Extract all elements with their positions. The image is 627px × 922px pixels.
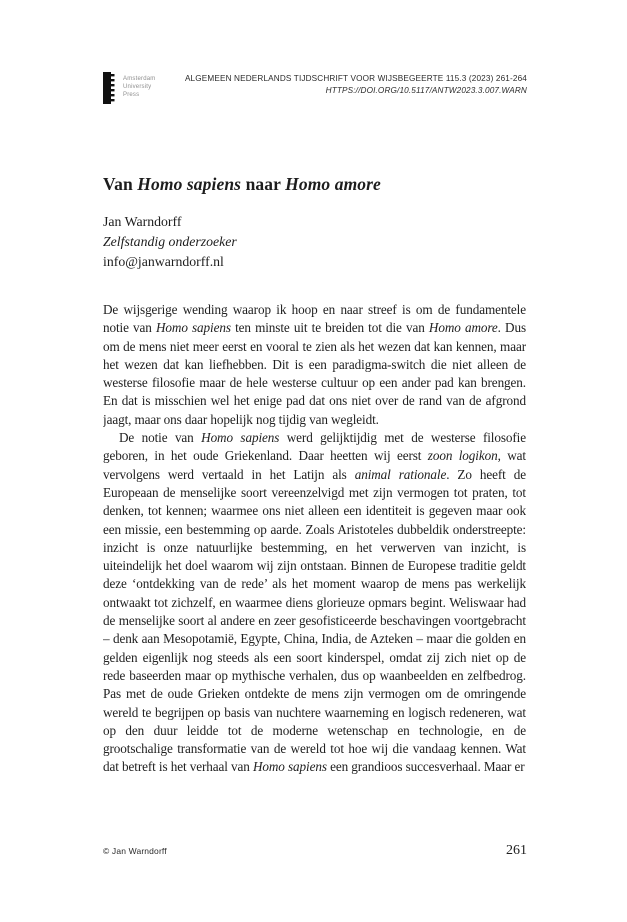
- aup-logo-text-line: Amsterdam: [123, 76, 156, 82]
- journal-header: [103, 70, 527, 104]
- aup-logo-icon: [103, 72, 116, 104]
- journal-citation: ALGEMEEN NEDERLANDS TIJDSCHRIFT VOOR WIJSBEGEERTE 115.3 (2023) 261-264: [184, 74, 527, 83]
- article-body: [103, 301, 526, 821]
- body-paragraph-1: De wijsgerige wending waarop ik hoop en naar streef is om de fundamentele notie van Homo sapiens ten minste uit te breiden tot die van Homo amore. Dus om de mens niet meer eerst en vooral te zien als het wezen dat kan kennen, maar het wezen dat kan liefhebben. Dit is een paradigma-switch die niet alleen de westerse filosofie maar de hele westerse cultuur op een ander pad kan brengen. En dat is misschien wel het enige pad dat ons niet over de rand van de afgrond jaagt, maar ons daar hopelijk nog tijdig van wegleidt.: [103, 302, 526, 427]
- author-block: [103, 212, 237, 272]
- aup-logo-text-line: Press: [123, 92, 140, 98]
- amsterdam-university-press-logo: [103, 70, 155, 104]
- page-number: 261: [506, 843, 527, 858]
- body-paragraph-2: De notie van Homo sapiens werd gelijktijdig met de westerse filosofie geboren, in het oude Griekenland. Daar heetten wij eerst zoon logikon, wat vervolgens werd vertaald in het Latijn als animal rationale. Zo heeft de Europeaan de menselijke soort vereenzelvigd met zijn vermogen tot praten, tot denken, tot kennen; waarmee ons niet alleen een identiteit is gegeven maar ook een missie, een bestemming op aarde. Zoals Aristoteles dubbeldik onderstreepte: inzicht is onze natuurlijke bestemming, en het verwerven van inzicht, is uiteindelijk het doel waarom wij zijn ontstaan. Binnen de Europese traditie geldt deze ‘ontdekking van de rede’ als het moment waarop de mens pas werkelijk ontwaakt tot zichzelf, en waarmee diens glorieuze opmars begint. Weliswaar had de menselijke soort al andere en zeer gesofisticeerde beschavingen voortgebracht – denk aan Mesopotamië, Egypte, China, India, de Azteken – maar die golden en gelden eigenlijk nog steeds als een soort kinderspel, omdat zij zich niet op de rede baseerden maar op mythische verhalen, dus op waanbeelden en zelfbedrog. Pas met de oude Grieken ontdekte de mens zijn vermogen om de omringende wereld te begrijpen op basis van nuchtere waarneming en logisch redeneren, wat op den duur leidde tot de moderne wetenschap en technologie, en de grootschalige transformatie van de wereld tot hoe wij die vandaag kennen. Wat dat betreft is het verhaal van Homo sapiens een grandioos succesverhaal. Maar er: [103, 430, 526, 775]
- author-affiliation: Zelfstandig onderzoeker: [103, 234, 237, 249]
- aup-logo-text-line: University: [123, 84, 152, 90]
- page-footer: [103, 843, 527, 859]
- journal-info: [185, 70, 527, 97]
- author-name: Jan Warndorff: [103, 214, 182, 229]
- doi-text: HTTPS://DOI.ORG/10.5117/ANTW2023.3.007.WARN: [325, 86, 527, 95]
- author-email: info@janwarndorff.nl: [103, 254, 224, 269]
- copyright-notice: © Jan Warndorff: [103, 846, 167, 856]
- article-title: Van Homo sapiens naar Homo amore: [103, 174, 381, 194]
- aup-logo-text: [123, 72, 155, 99]
